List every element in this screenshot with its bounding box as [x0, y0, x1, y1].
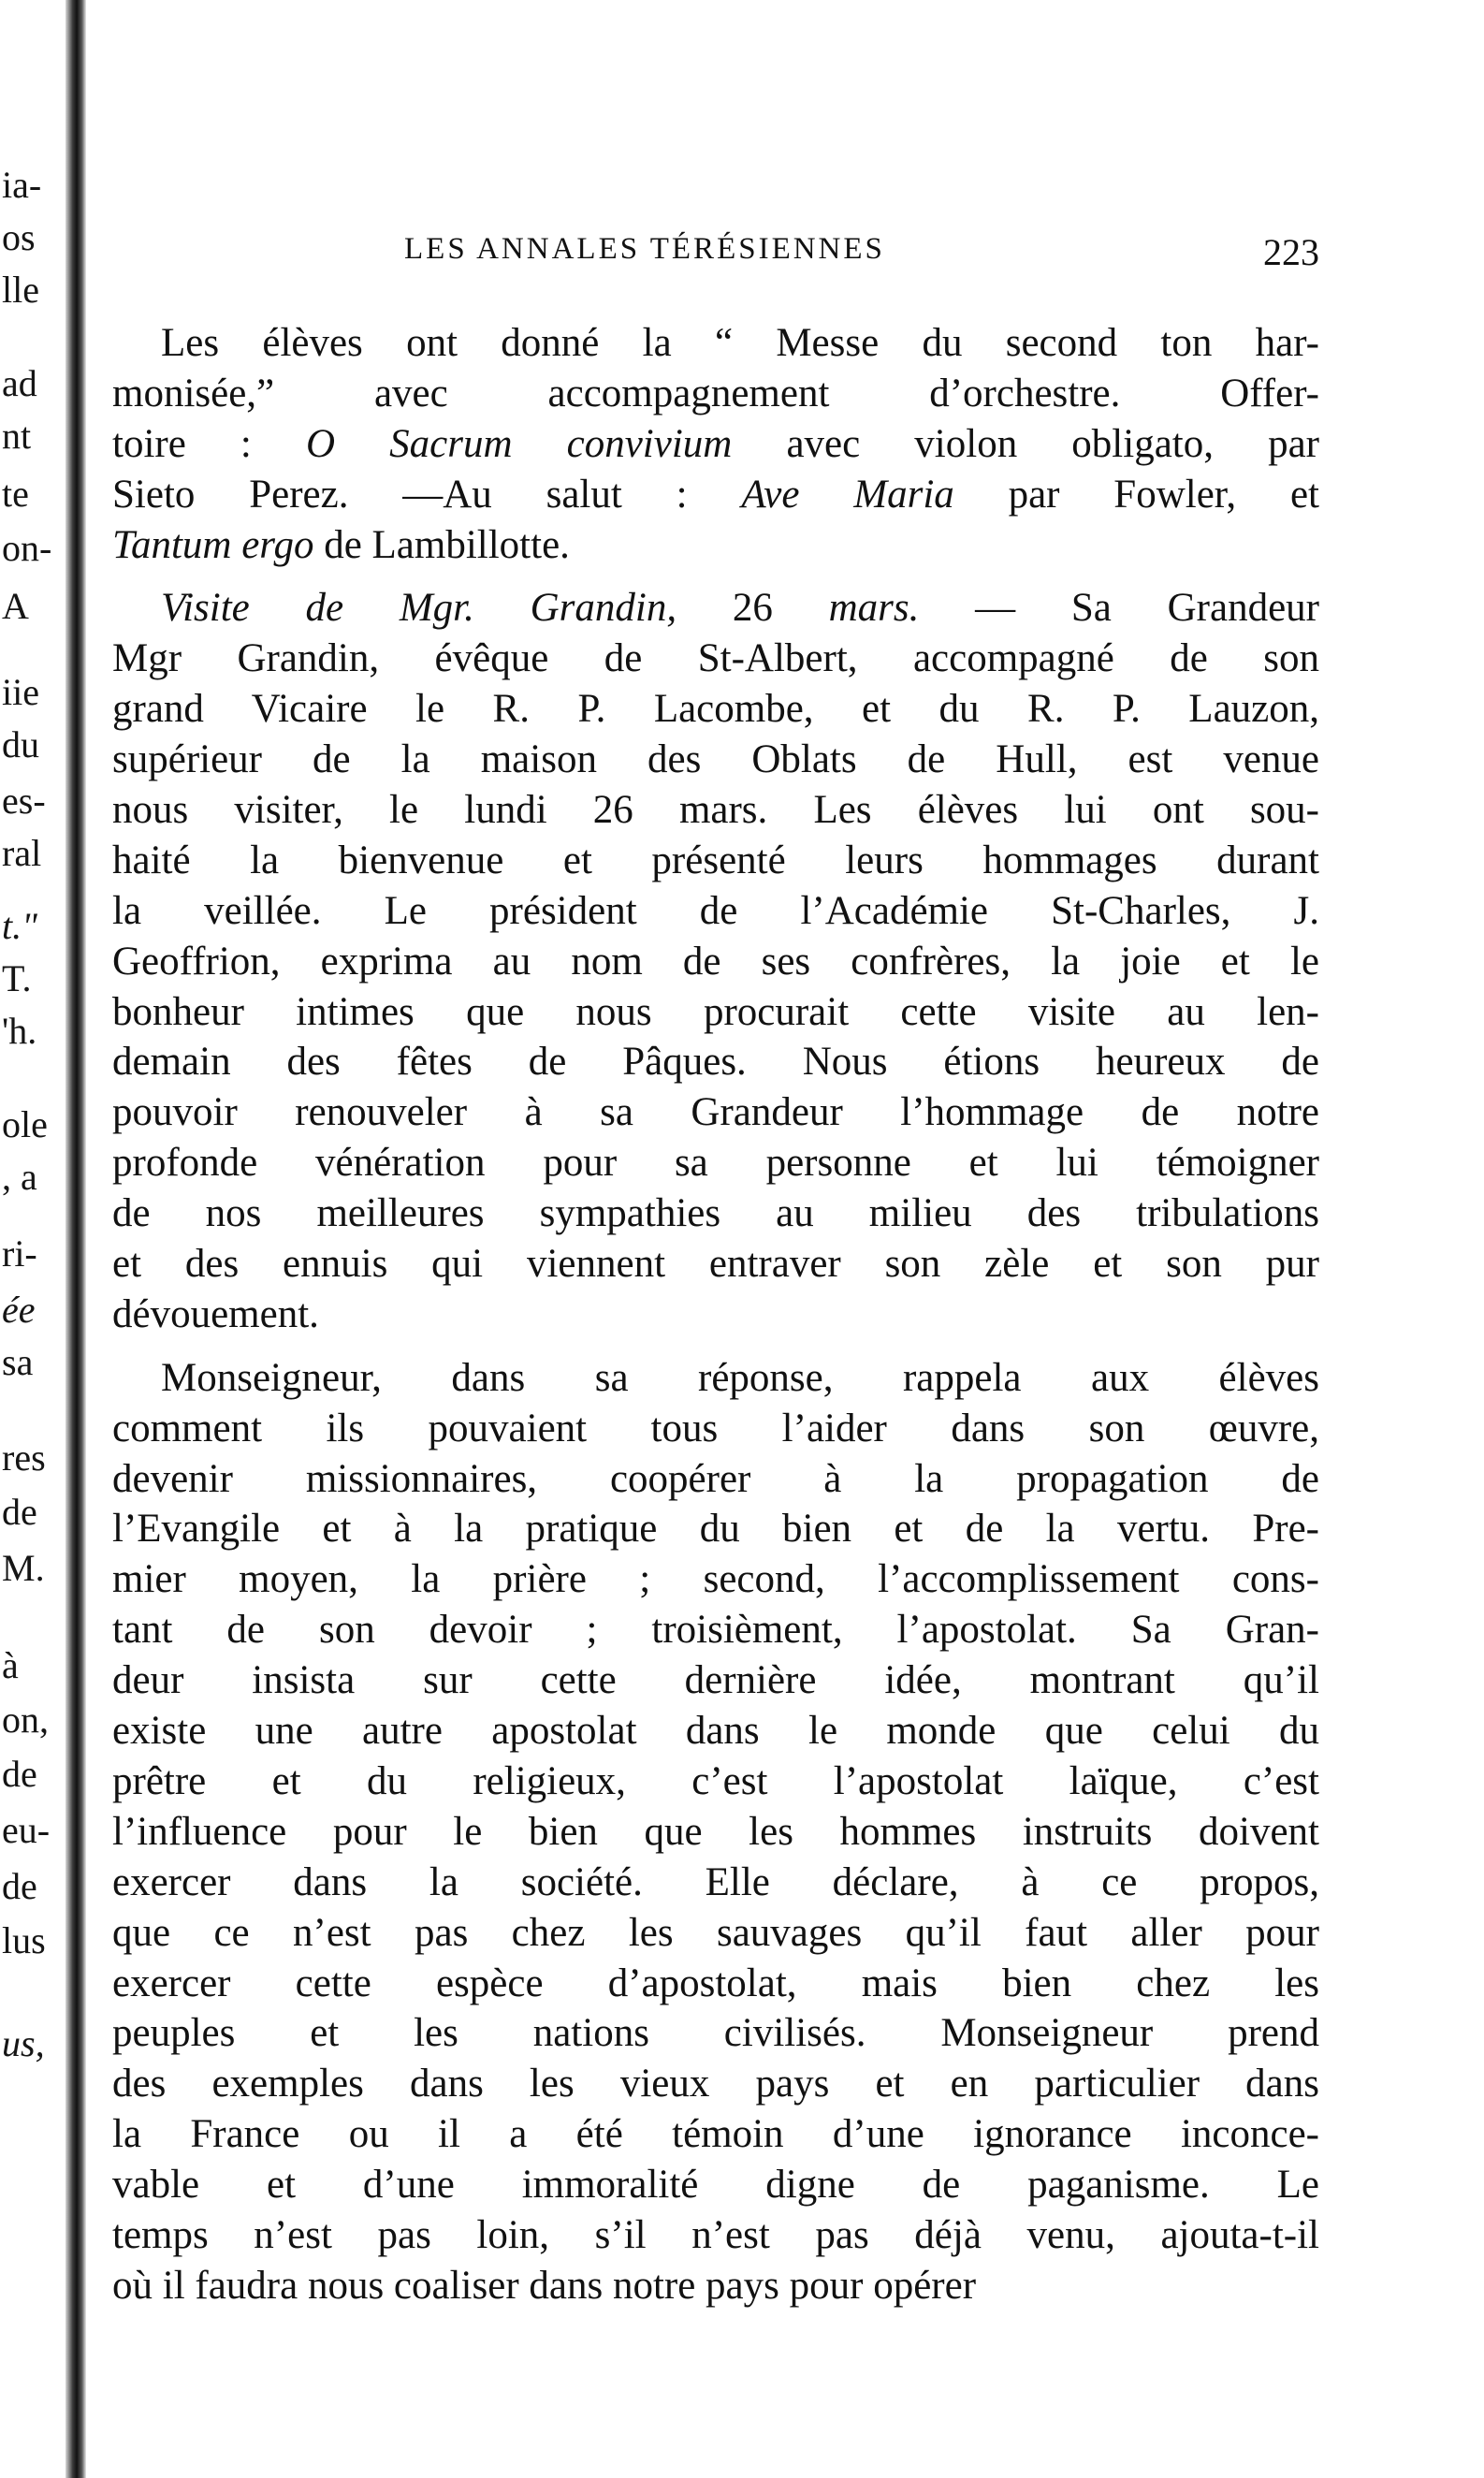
text-run: et des ennuis qui viennent entraver son zèle et son pur: [112, 1242, 1319, 1287]
text-line: [112, 1504, 1319, 1554]
italic-text: O Sacrum convivium: [305, 421, 733, 466]
text-line: [112, 1756, 1319, 1807]
facing-page-fragment: sa: [2, 1341, 34, 1383]
facing-page-fragment: ral: [2, 832, 42, 874]
book-page: [112, 0, 1319, 2478]
italic-text: mars.: [828, 586, 920, 631]
text-line: [112, 1605, 1319, 1655]
body-text: [112, 318, 1319, 2311]
facing-page-fragment: us,: [2, 2022, 45, 2064]
facing-page-fragment: lle: [2, 269, 39, 311]
text-run: exercer cette espèce d’apostolat, mais bien chez les: [112, 1961, 1319, 2005]
text-run: l’Evangile et à la pratique du bien et de la vertu. Pre-: [112, 1507, 1319, 1552]
text-line: [112, 1037, 1319, 1087]
text-run: temps n’est pas loin, s’il n’est pas déjà venu, ajouta-t-il: [112, 2212, 1319, 2257]
text-line: [112, 1454, 1319, 1505]
text-line: [112, 937, 1319, 987]
italic-text: Ave Maria: [741, 472, 954, 517]
facing-page-fragment: , a: [2, 1156, 37, 1198]
text-line: [112, 1404, 1319, 1454]
text-line: [112, 735, 1319, 785]
facing-page-fragment: à: [2, 1644, 19, 1686]
text-line: [112, 886, 1319, 937]
text-line: [112, 583, 1319, 634]
binding-gutter: [65, 0, 86, 2478]
text-run: demain des fêtes de Pâques. Nous étions heureux de: [112, 1040, 1319, 1085]
text-line: [112, 2059, 1319, 2109]
text-line: [112, 785, 1319, 836]
text-line: [112, 1138, 1319, 1188]
text-run: — Sa Grandeur: [919, 586, 1319, 631]
text-run: de Lambillotte.: [313, 522, 570, 567]
facing-page-fragment: res: [2, 1436, 46, 1479]
facing-page-fragment: eu-: [2, 1809, 51, 1851]
text-line: [112, 1908, 1319, 1959]
text-run: l’influence pour le bien que les hommes instruits doivent: [112, 1809, 1319, 1854]
facing-page-fragment: ad: [2, 362, 37, 404]
facing-page-fragment: ole: [2, 1103, 48, 1145]
facing-page-fragment: M.: [2, 1547, 45, 1589]
facing-page-fragment: es-: [2, 780, 46, 822]
text-run: mier moyen, la prière ; second, l’accomplissement cons-: [112, 1557, 1319, 1602]
facing-page-fragment: nt: [2, 415, 32, 457]
facing-page-fragment: lus: [2, 1919, 46, 1961]
text-run: Les élèves ont donné la “ Messe du second ton har-: [161, 321, 1319, 365]
facing-page-fragment: te: [2, 473, 29, 515]
facing-page-fragment: on-: [2, 527, 52, 569]
facing-page-fragment: de: [2, 1865, 37, 1907]
text-line: [112, 369, 1319, 419]
text-line: [112, 684, 1319, 735]
text-run: que ce n’est pas chez les sauvages qu’il faut aller pour: [112, 1910, 1319, 1955]
text-run: Geoffrion, exprima au nom de ses confrères, la joie et le: [112, 939, 1319, 984]
facing-page-fragment: os: [2, 216, 36, 258]
text-line: [112, 470, 1319, 520]
facing-page-margin: [0, 0, 65, 2478]
italic-text: Visite de Mgr. Grandin,: [161, 586, 677, 631]
text-run: bonheur intimes que nous procurait cette visite au len-: [112, 989, 1319, 1034]
text-run: toire :: [112, 421, 306, 466]
text-line: [112, 1554, 1319, 1605]
text-run: de nos meilleures sympathies au milieu des tribulations: [112, 1191, 1319, 1236]
text-line: [112, 2160, 1319, 2210]
facing-page-fragment: du: [2, 723, 39, 765]
text-line: [112, 1655, 1319, 1706]
text-run: deur insista sur cette dernière idée, montrant qu’il: [112, 1658, 1319, 1703]
text-run: comment ils pouvaient tous l’aider dans son œuvre,: [112, 1406, 1319, 1450]
text-run: où il faudra nous coaliser dans notre pays pour opérer: [112, 2263, 977, 2308]
text-line: [112, 1706, 1319, 1756]
text-run: monisée,” avec accompagnement d’orchestre. Offer-: [112, 371, 1319, 415]
text-line: [112, 987, 1319, 1038]
text-run: pouvoir renouveler à sa Grandeur l’hommage de notre: [112, 1090, 1319, 1135]
text-run: profonde vénération pour sa personne et lui témoigner: [112, 1141, 1319, 1186]
facing-page-fragment: iie: [2, 671, 39, 713]
italic-text: Tantum ergo: [112, 522, 314, 567]
text-line: [112, 1239, 1319, 1290]
facing-page-fragment: de: [2, 1753, 37, 1795]
text-run: des exemples dans les vieux pays et en particulier dans: [112, 2062, 1319, 2106]
facing-page-fragment: ri-: [2, 1232, 37, 1275]
facing-page-fragment: 'h.: [2, 1010, 37, 1052]
facing-page-fragment: A: [2, 585, 29, 627]
text-run: existe une autre apostolat dans le monde que celui du: [112, 1709, 1319, 1754]
text-line: [112, 2109, 1319, 2160]
text-line: [112, 2261, 1319, 2311]
text-line: [112, 1807, 1319, 1858]
text-run: vable et d’une immoralité digne de paganisme. Le: [112, 2163, 1319, 2208]
page-number: 223: [1263, 231, 1319, 273]
text-run: peuples et les nations civilisés. Monseigneur prend: [112, 2011, 1319, 2056]
text-run: 26: [677, 586, 829, 631]
text-run: devenir missionnaires, coopérer à la propagation de: [112, 1456, 1319, 1501]
text-line: [112, 1959, 1319, 2009]
text-line: [112, 634, 1319, 684]
text-run: dévouement.: [112, 1291, 319, 1336]
text-line: [112, 520, 1319, 571]
facing-page-fragment: t.": [2, 905, 37, 947]
text-run: par Fowler, et: [953, 472, 1319, 517]
text-line: [112, 419, 1319, 470]
text-run: exercer dans la société. Elle déclare, à ce propos,: [112, 1859, 1319, 1904]
text-run: Sieto Perez. —Au salut :: [112, 472, 742, 517]
text-run: la France ou il a été témoin d’une ignorance inconce-: [112, 2112, 1319, 2157]
text-line: [112, 1188, 1319, 1239]
text-run: avec violon obligato, par: [732, 421, 1319, 466]
text-run: Mgr Grandin, évêque de St-Albert, accompagné de son: [112, 636, 1319, 681]
text-line: [112, 318, 1319, 369]
text-run: supérieur de la maison des Oblats de Hull, est venue: [112, 737, 1319, 782]
running-title: LES ANNALES TÉRÉSIENNES: [404, 232, 885, 266]
facing-page-fragment: ée: [2, 1289, 36, 1331]
facing-page-fragment: ia-: [2, 164, 42, 206]
text-run: tant de son devoir ; troisièment, l’apostolat. Sa Gran-: [112, 1608, 1319, 1653]
facing-page-fragment: on,: [2, 1698, 49, 1741]
text-line: [112, 2008, 1319, 2059]
text-run: prêtre et du religieux, c’est l’apostolat laïque, c’est: [112, 1758, 1319, 1803]
text-line: [112, 836, 1319, 886]
text-run: nous visiter, le lundi 26 mars. Les élèves lui ont sou-: [112, 788, 1319, 833]
text-line: [112, 2210, 1319, 2261]
text-run: haité la bienvenue et présenté leurs hommages durant: [112, 838, 1319, 882]
text-run: grand Vicaire le R. P. Lacombe, et du R. P. Lauzon,: [112, 687, 1319, 732]
text-run: la veillée. Le président de l’Académie St-Charles, J.: [112, 888, 1319, 933]
facing-page-fragment: T.: [2, 957, 32, 999]
text-line: [112, 1290, 1319, 1340]
text-line: [112, 1087, 1319, 1138]
running-head: [112, 232, 1319, 279]
text-line: [112, 1858, 1319, 1908]
text-run: Monseigneur, dans sa réponse, rappela aux élèves: [161, 1355, 1319, 1400]
facing-page-fragment: de: [2, 1491, 37, 1533]
text-line: [112, 1353, 1319, 1404]
